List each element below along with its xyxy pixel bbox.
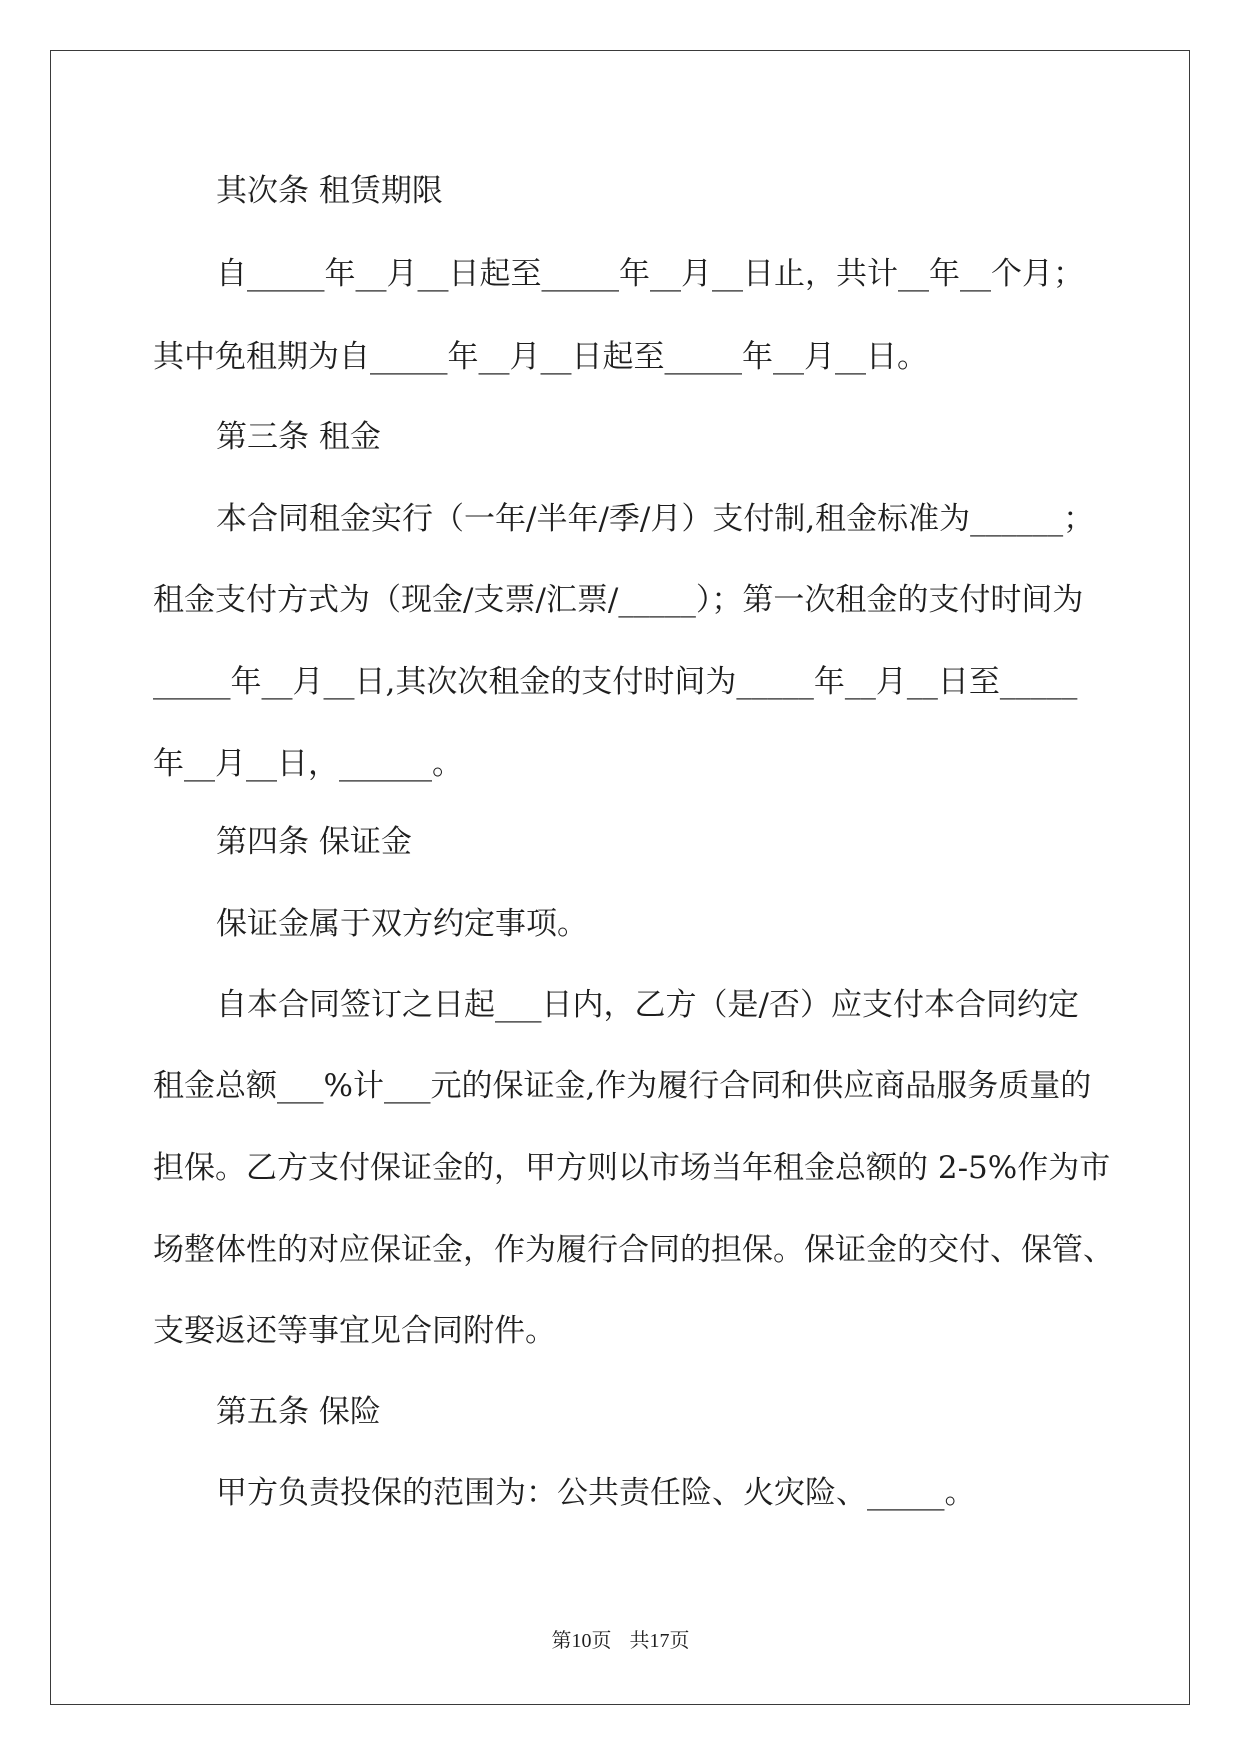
- paragraph-line: 租金支付方式为（现金/支票/汇票/_____）；第一次租金的支付时间为: [153, 582, 1084, 618]
- page-number-total: 共17页: [629, 1630, 690, 1652]
- article-3-heading: 第三条 租金: [216, 419, 381, 455]
- paragraph-line: 其中免租期为自_____年__月__日起至_____年__月__日。: [153, 339, 928, 375]
- paragraph-line: 本合同租金实行（一年/半年/季/月）支付制,租金标准为______；: [216, 501, 1095, 537]
- paragraph-line: 保证金属于双方约定事项。: [216, 906, 588, 942]
- article-2-heading: 其次条 租赁期限: [216, 173, 443, 209]
- page-footer: [0, 1629, 1241, 1653]
- article-5-heading: 第五条 保险: [216, 1394, 381, 1430]
- paragraph-line: 自_____年__月__日起至_____年__月__日止，共计__年__个月；: [216, 256, 1084, 292]
- page-number-current: 第10页: [551, 1630, 612, 1652]
- page-border: [50, 50, 1190, 1705]
- paragraph-line: 自本合同签订之日起___日内，乙方（是/否）应支付本合同约定: [216, 987, 1079, 1023]
- article-4-heading: 第四条 保证金: [216, 824, 412, 860]
- paragraph-line: 甲方负责投保的范围为：公共责任险、火灾险、_____。: [216, 1475, 976, 1511]
- paragraph-line: 场整体性的对应保证金，作为履行合同的担保。保证金的交付、保管、: [153, 1232, 1114, 1268]
- paragraph-line: 年__月__日，______。: [153, 746, 463, 782]
- paragraph-line: 支娶返还等事宜见合同附件。: [153, 1313, 556, 1349]
- paragraph-line: 担保。乙方支付保证金的，甲方则以市场当年租金总额的 2-5%作为市: [153, 1150, 1111, 1186]
- paragraph-line: 租金总额___%计___元的保证金,作为履行合同和供应商品服务质量的: [153, 1068, 1092, 1104]
- paragraph-line: _____年__月__日,其次次租金的支付时间为_____年__月__日至_____: [153, 664, 1078, 700]
